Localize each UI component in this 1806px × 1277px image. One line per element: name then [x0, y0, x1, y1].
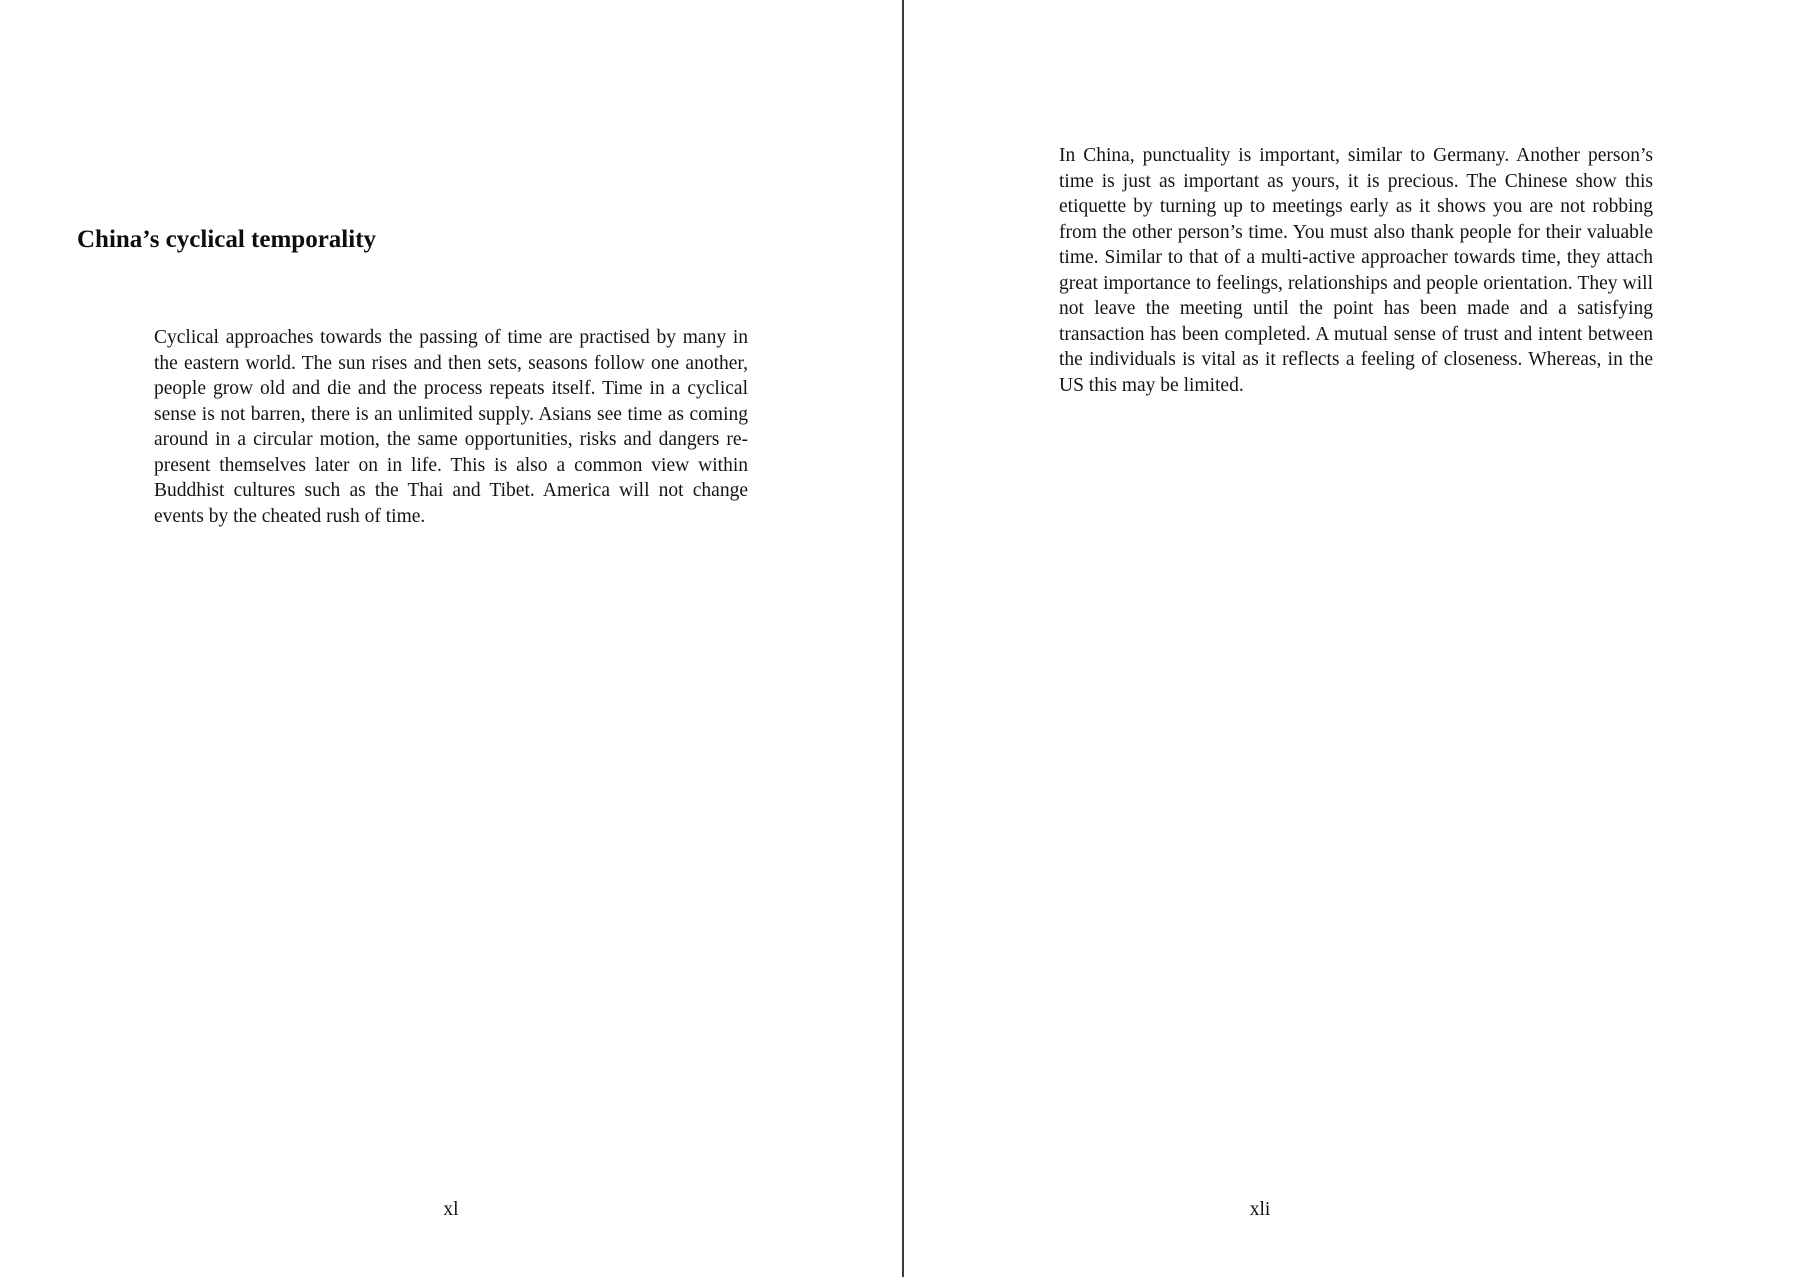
right-page-number: xli [1249, 1199, 1271, 1220]
left-body-paragraph: Cyclical approaches towards the passing of time are practised by many in the eastern world. The sun rises and then sets, seasons follow one another, people grow old and die and the process repeats itself. Time in a cyclical sense is not barren, there is an unlimited supply. Asians see time as coming around in a circular motion, the same opportunities, risks and dangers re-present themselves later on in life. This is also a common view within Buddhist cultures such as the Thai and Tibet. America will not change events by the cheated rush of time. [154, 327, 748, 527]
section-heading: China’s cyclical temporality [77, 226, 377, 253]
right-page [905, 0, 1806, 1277]
page-divider [902, 0, 904, 1277]
right-body-paragraph: In China, punctuality is important, similar to Germany. Another person’s time is just as important as yours, it is precious. The Chinese show this etiquette by turning up to meetings early as it shows you are not robbing from the other person’s time. You must also thank people for their valuable time. Similar to that of a multi-active approacher towards time, they attach great importance to feelings, relationships and people orientation. They will not leave the meeting until the point has been made and a satisfying transaction has been completed. A mutual sense of trust and intent between the individuals is vital as it reflects a feeling of closeness. Whereas, in the US this may be limited. [1059, 145, 1653, 396]
left-page-number: xl [443, 1199, 459, 1220]
